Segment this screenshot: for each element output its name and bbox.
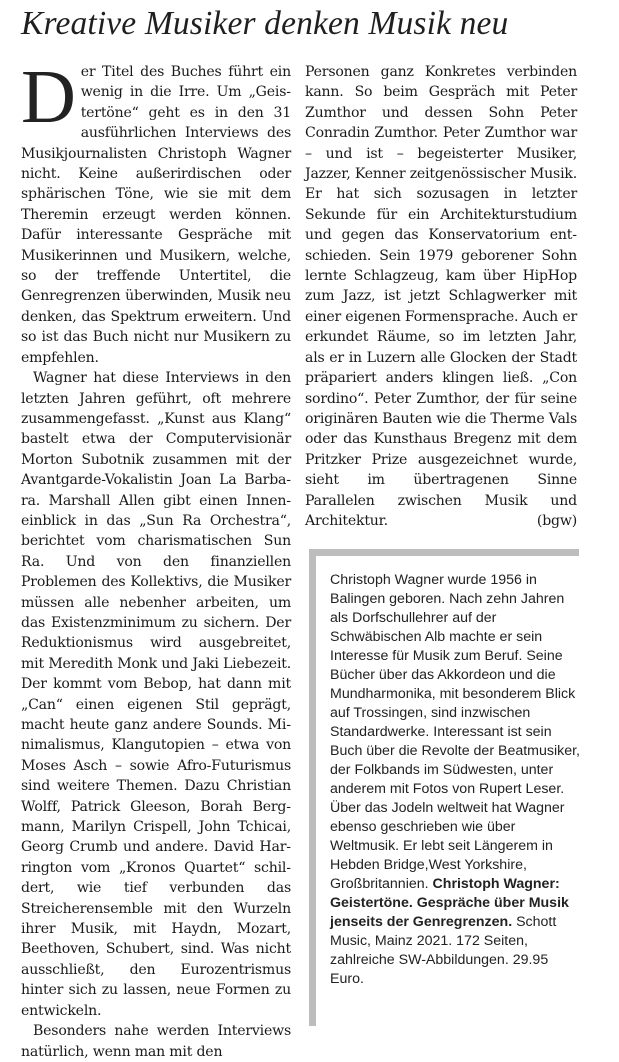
paragraph-text: er Titel des Buches führt ein wenig in die Irre. Um „Geistertöne“ geht es in den 31 ausführlichen Interviews des Musikjournalisten Christoph Wagner nicht. Keine außerirdischen oder sphärischen Töne, wie sie mit dem Theremin erzeugt werden können. Dafür interessante Gespräche mit Musikerinnen und Musikern, welche, so der treffende Untertitel, die Genregrenzen überwinden, Musik neu denken, das Spektrum erweitern. Und so ist das Buch nicht nur Musikern zu empfehlen. [21, 64, 291, 366]
article-paragraph [305, 62, 577, 531]
book-title: Christoph Wagner: Geistertöne. Gespräche über Musik jenseits der Genregrenzen. [330, 876, 569, 930]
article-paragraph: Wagner hat diese Interviews in den letzten Jahren geführt, oft mehrere zusammengefasst. „Kunst aus Klang“ bastelt etwa der Computervisionär Morton Subotnik zusammen mit der Avantgarde-Vokalistin Joan La Barbara. Marshall Allen gibt einen Inneneinblick in das „Sun Ra Orchestra“, berichtet vom charismatischen Sun Ra. Und von den finanziellen Problemen des Kollektivs, die Musiker müssen alle nebenher arbeiten, um das Existenzminimum zu sichern. Der Reduktionismus wird ausgebreitet, mit Meredith Monk und Jaki Liebezeit. Der kommt vom Bebop, hat dann mit „Can“ einen eigenen Stil geprägt, macht heute ganz andere Sounds. Minimalismus, Klangutopien – etwa von Moses Asch – sowie Afro-Futurismus sind weitere Themen. Dazu Christian Wolff, Patrick Gleeson, Borah Bergmann, Marilyn Crispell, John Tchicai, Georg Crumb und andere. David Harrington vom „Kronos Quartet“ schildert, wie tief verbunden das Streicherensemble mit den Wurzeln ihrer Musik, mit Haydn, Mozart, Beethoven, Schubert, sind. Was nicht ausschließt, den Eurozentrismus hinter sich zu lassen, neue Formen zu entwickeln. [21, 370, 291, 1019]
paragraph-text: Personen ganz Konkretes verbinden kann. So beim Gespräch mit Peter Zumthor und dessen Sohn Peter Conradin Zumthor. Peter Zumthor war – und ist – begeisterter Musiker, Jazzer, Kenner zeitgenössischer Musik. Er hat sich sozusagen in letzter Sekunde für ein Architekturstudium und gegen das Konservatorium entschieden. Sein 1979 geborener Sohn lernte Schlagzeug, kam über HipHop zum Jazz, ist jetzt Schlagwerker mit einer eigenen Formensprache. Auch er erkundet Räume, so im letzten Jahr, als er in Luzern alle Glocken der Stadt präpariert anders klingen ließ. „Con sordino“. Peter Zumthor, der für seine originären Bauten wie die Therme Vals oder das Kunsthaus Bregenz mit dem Pritzker Prize ausgezeichnet wurde, sieht im übertragenen Sinne Parallelen zwischen Musik und Architektur. [305, 64, 577, 529]
article-paragraph [21, 55, 291, 368]
author-bio: Christoph Wagner wurde 1956 in Balingen geboren. Nach zehn Jahren als Dorfschullehrer auf der Schwäbischen Alb machte er sein Interesse für Musik zum Beruf. Seine Bücher über das Akkordeon und die Mundharmonika, mit besonderem Blick auf Trossingen, sind inzwischen Standardwerke. Interessant ist sein Buch über die Revolte der Beatmusiker, der Folkbands im Südwesten, unter anderem mit Fotos von Rupert Leser. Über das Jodeln weltweit hat Wagner ebenso geschrieben wie über Weltmusik. Er lebt seit Längerem in Hebden Bridge,West Yorkshire, Großbritannien. [330, 572, 580, 892]
article-column-left [21, 55, 291, 1062]
author-signature: (bgw) [536, 512, 577, 529]
article-column-right [305, 62, 577, 531]
article-headline: Kreative Musiker denken Musik neu [21, 5, 509, 42]
book-details: Schott Music, Mainz 2021. 172 Seiten, zahlreiche SW-Abbildungen. 29.95 Euro. [330, 914, 557, 987]
drop-cap: D [21, 55, 76, 139]
info-box-text [330, 571, 582, 989]
article-paragraph: Besonders nahe werden Interviews natürlich, wenn man mit den [21, 1023, 291, 1060]
author-info-box [309, 549, 579, 1026]
